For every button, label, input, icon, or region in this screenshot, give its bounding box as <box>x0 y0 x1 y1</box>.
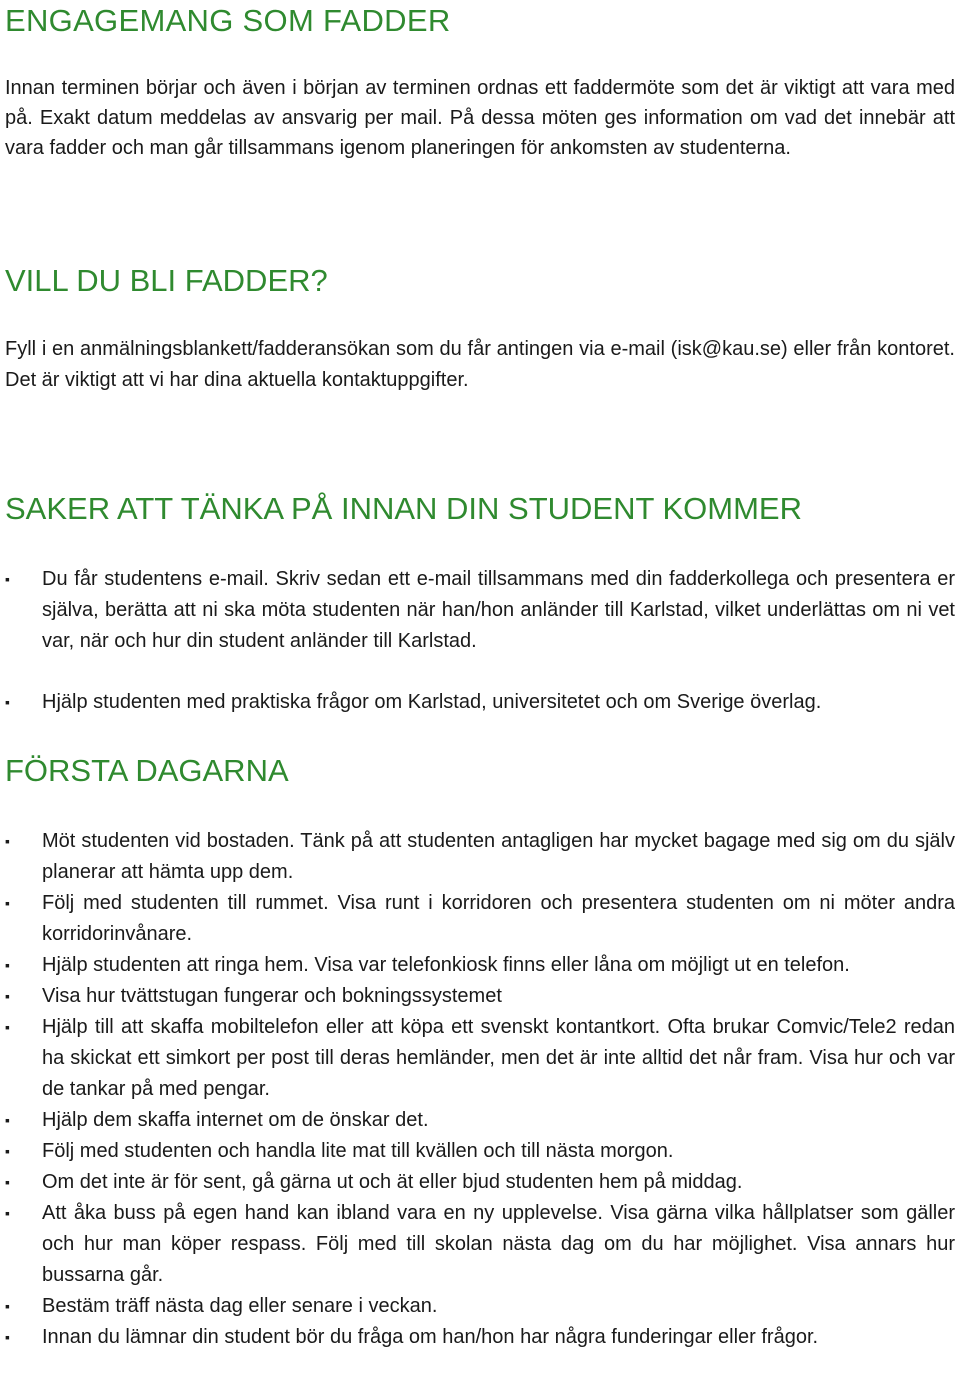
list-item: ▪ Hjälp studenten med praktiska frågor om Karlstad, universitetet och om Sverige överlag. <box>5 687 955 718</box>
list-item: ▪ Följ med studenten och handla lite mat till kvällen och till nästa morgon. <box>5 1136 955 1167</box>
list-item: ▪ Bestäm träff nästa dag eller senare i veckan. <box>5 1291 955 1322</box>
list-item: ▪ Hjälp studenten att ringa hem. Visa var telefonkiosk finns eller låna om möjligt ut en telefon. <box>5 950 955 981</box>
list-item: ▪ Om det inte är för sent, gå gärna ut och ät eller bjud studenten hem på middag. <box>5 1167 955 1198</box>
heading-engagemang: ENGAGEMANG SOM FADDER <box>5 3 451 38</box>
list-item: ▪ Möt studenten vid bostaden. Tänk på att studenten antagligen har mycket bagage med sig om du själv planerar att hämta upp dem. <box>5 826 955 888</box>
list-item: ▪ Innan du lämnar din student bör du fråga om han/hon har några funderingar eller frågor. <box>5 1322 955 1353</box>
list-item: ▪ Visa hur tvättstugan fungerar och bokningssystemet <box>5 981 955 1012</box>
list-item: ▪ Hjälp till att skaffa mobiltelefon eller att köpa ett svenskt kontantkort. Ofta brukar Comvic/Tele2 redan ha skickat ett simkort per post till deras hemländer, men det är inte alltid det når fram. Visa hur och var de tankar på med pengar. <box>5 1012 955 1105</box>
list-item: ▪ Följ med studenten till rummet. Visa runt i korridoren och presentera studenten om ni möter andra korridorinvånare. <box>5 888 955 950</box>
paragraph-engagemang: Innan terminen börjar och även i början av terminen ordnas ett faddermöte som det är viktigt att vara med på. Exakt datum meddelas av ansvarig per mail. På dessa möten ges information om vad det innebär att vara fadder och man går tillsammans igenom planeringen för ankomsten av studenterna. <box>5 77 955 159</box>
paragraph-vill-du-bli-fadder: Fyll i en anmälningsblankett/fadderansökan som du får antingen via e-mail (isk@kau.se) eller från kontoret. Det är viktigt att vi har dina aktuella kontaktuppgifter. <box>5 338 955 391</box>
heading-vill-du-bli-fadder: VILL DU BLI FADDER? <box>5 263 328 298</box>
list-item: ▪ Att åka buss på egen hand kan ibland vara en ny upplevelse. Visa gärna vilka hållplatser som gäller och hur man köper respass. Följ med till skolan nästa dag om du har möjlighet. Visa annars hur bussarna går. <box>5 1198 955 1291</box>
list-item: ▪ Hjälp dem skaffa internet om de önskar det. <box>5 1105 955 1136</box>
heading-forsta-dagarna: FÖRSTA DAGARNA <box>5 753 289 788</box>
list-forsta-dagarna <box>5 826 955 1353</box>
list-item: ▪ Du får studentens e-mail. Skriv sedan ett e-mail tillsammans med din fadderkollega och presentera er själva, berätta att ni ska möta studenten när han/hon anländer till Karlstad, vilket underlättas om ni vet var, när och hur din student anländer till Karlstad. <box>5 564 955 657</box>
list-saker-att-tanka-pa <box>5 564 955 718</box>
heading-saker-att-tanka-pa: SAKER ATT TÄNKA PÅ INNAN DIN STUDENT KOMMER <box>5 491 802 526</box>
